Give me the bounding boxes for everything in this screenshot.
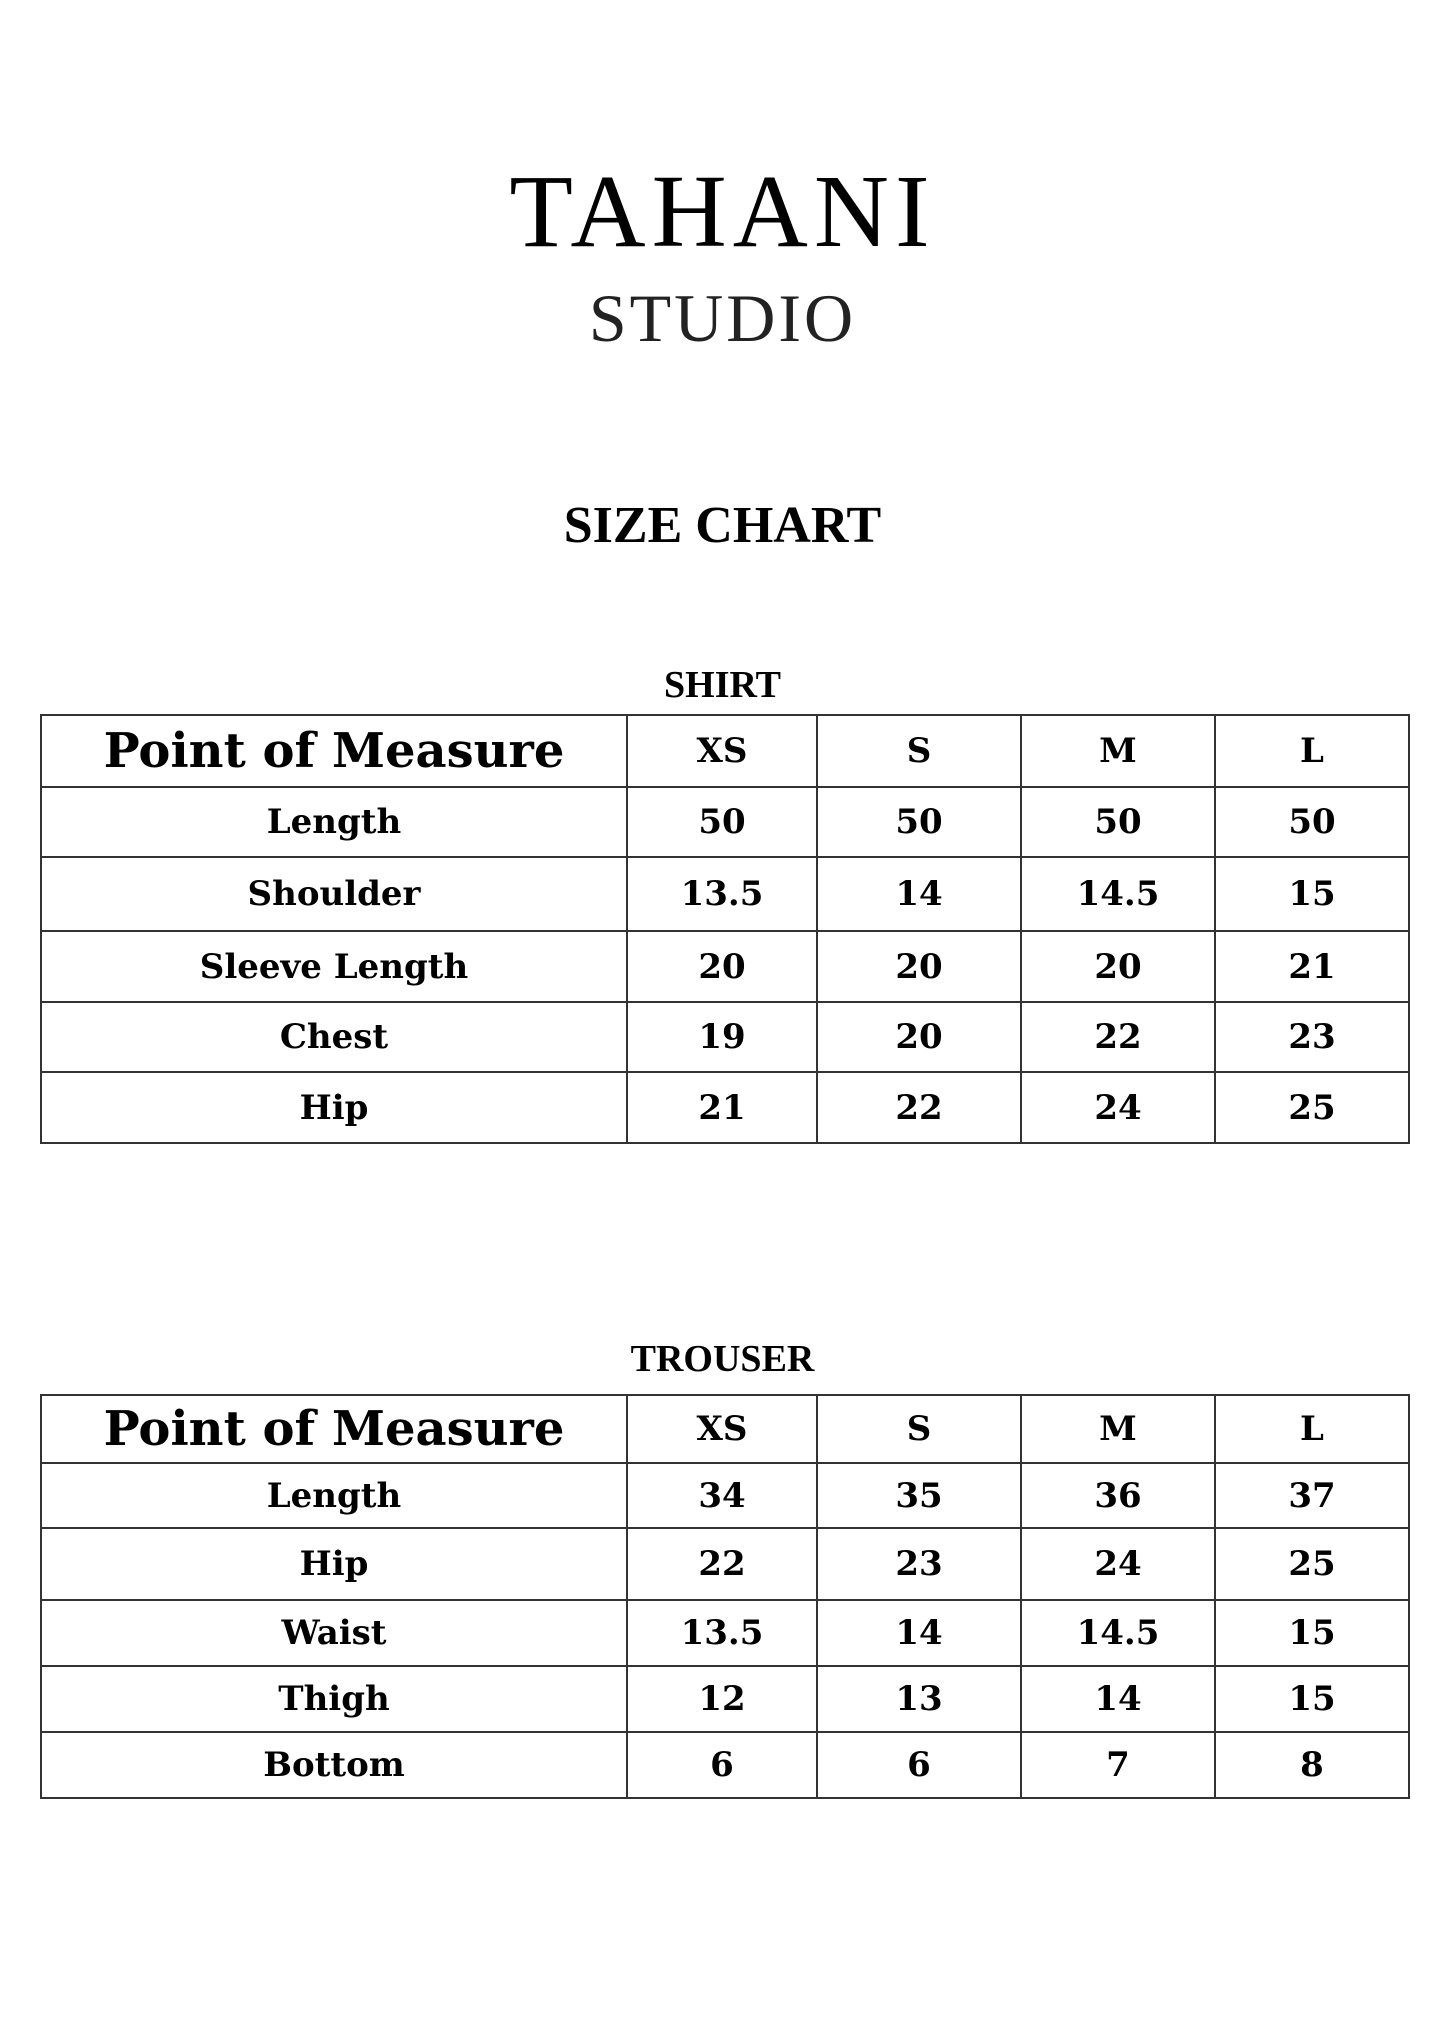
table-cell: 14	[817, 1600, 1021, 1666]
measure-label: Waist	[41, 1600, 627, 1666]
table-header-row	[41, 1395, 1409, 1463]
table-cell: 13.5	[627, 857, 817, 931]
measure-label: Bottom	[41, 1732, 627, 1798]
table-row	[41, 787, 1409, 857]
table-cell: 14.5	[1021, 1600, 1215, 1666]
table-cell: 6	[627, 1732, 817, 1798]
size-chart-title: SIZE CHART	[563, 497, 882, 554]
table-cell: 6	[817, 1732, 1021, 1798]
trouser-size-table	[40, 1394, 1410, 1799]
table-cell: 20	[627, 931, 817, 1002]
shirt-section-title: SHIRT	[664, 664, 781, 706]
table-cell: 25	[1215, 1528, 1409, 1600]
header-cell: S	[817, 1395, 1021, 1463]
table-row	[41, 1002, 1409, 1072]
table-cell: 21	[1215, 931, 1409, 1002]
header-cell: XS	[627, 1395, 817, 1463]
header-cell: L	[1215, 1395, 1409, 1463]
table-cell: 21	[627, 1072, 817, 1143]
table-row	[41, 1600, 1409, 1666]
table-row	[41, 1732, 1409, 1798]
table-row	[41, 1463, 1409, 1528]
table-row	[41, 1072, 1409, 1143]
header-cell: Point of Measure	[41, 1395, 627, 1463]
brand-name: TAHANI	[509, 154, 936, 269]
table-cell: 23	[817, 1528, 1021, 1600]
table-cell: 14	[1021, 1666, 1215, 1732]
table-cell: 20	[1021, 931, 1215, 1002]
measure-label: Chest	[41, 1002, 627, 1072]
table-cell: 13.5	[627, 1600, 817, 1666]
table-row	[41, 931, 1409, 1002]
measure-label: Thigh	[41, 1666, 627, 1732]
table-cell: 15	[1215, 857, 1409, 931]
table-cell: 50	[627, 787, 817, 857]
table-cell: 22	[817, 1072, 1021, 1143]
table-cell: 7	[1021, 1732, 1215, 1798]
table-cell: 14.5	[1021, 857, 1215, 931]
measure-label: Length	[41, 787, 627, 857]
table-cell: 34	[627, 1463, 817, 1528]
table-cell: 35	[817, 1463, 1021, 1528]
table-cell: 24	[1021, 1072, 1215, 1143]
table-header-row	[41, 715, 1409, 787]
table-cell: 23	[1215, 1002, 1409, 1072]
header-cell: M	[1021, 715, 1215, 787]
table-cell: 22	[627, 1528, 817, 1600]
table-row	[41, 1666, 1409, 1732]
table-cell: 50	[1021, 787, 1215, 857]
table-cell: 50	[817, 787, 1021, 857]
table-cell: 22	[1021, 1002, 1215, 1072]
header-cell: S	[817, 715, 1021, 787]
trouser-section-title: TROUSER	[630, 1338, 815, 1380]
table-cell: 14	[817, 857, 1021, 931]
header-cell: XS	[627, 715, 817, 787]
header-cell: M	[1021, 1395, 1215, 1463]
table-cell: 50	[1215, 787, 1409, 857]
table-cell: 20	[817, 931, 1021, 1002]
table-cell: 15	[1215, 1600, 1409, 1666]
measure-label: Hip	[41, 1072, 627, 1143]
table-row	[41, 857, 1409, 931]
table-cell: 19	[627, 1002, 817, 1072]
table-row	[41, 1528, 1409, 1600]
table-cell: 25	[1215, 1072, 1409, 1143]
shirt-size-table	[40, 714, 1410, 1144]
measure-label: Shoulder	[41, 857, 627, 931]
table-cell: 12	[627, 1666, 817, 1732]
table-cell: 37	[1215, 1463, 1409, 1528]
measure-label: Length	[41, 1463, 627, 1528]
measure-label: Sleeve Length	[41, 931, 627, 1002]
header-cell: L	[1215, 715, 1409, 787]
table-cell: 8	[1215, 1732, 1409, 1798]
table-cell: 36	[1021, 1463, 1215, 1528]
header-cell: Point of Measure	[41, 715, 627, 787]
table-cell: 20	[817, 1002, 1021, 1072]
brand-subtitle: STUDIO	[588, 280, 857, 356]
table-cell: 24	[1021, 1528, 1215, 1600]
table-cell: 15	[1215, 1666, 1409, 1732]
table-cell: 13	[817, 1666, 1021, 1732]
measure-label: Hip	[41, 1528, 627, 1600]
